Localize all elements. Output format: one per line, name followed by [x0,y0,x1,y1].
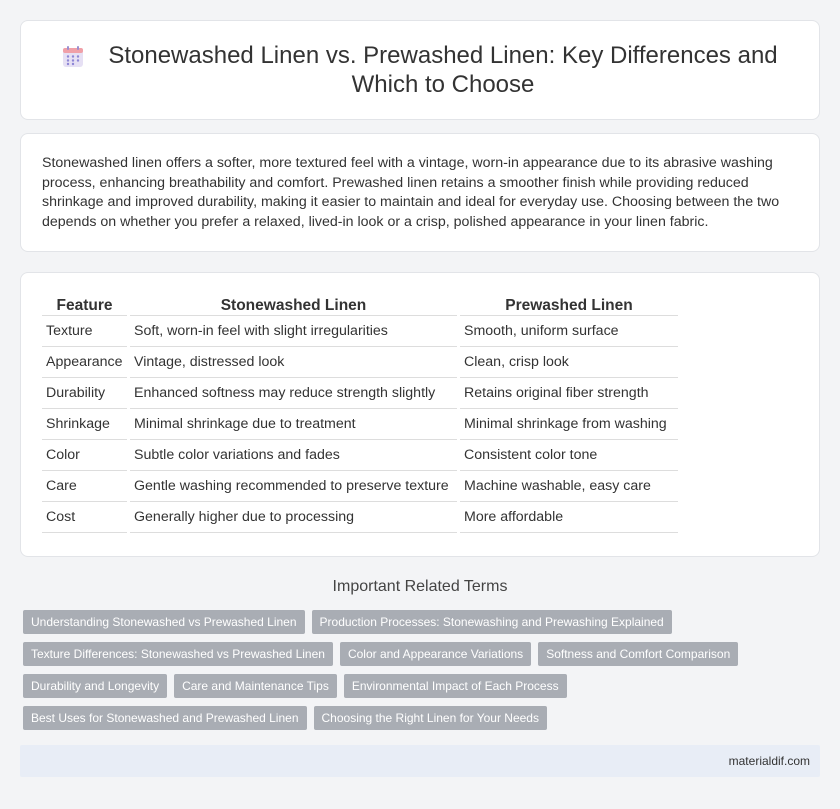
footer [20,745,820,777]
row-stonewashed: Subtle color variations and fades [130,440,457,471]
tag-row [23,674,823,698]
footer-site[interactable]: materialdif.com [728,754,810,768]
row-prewashed: Machine washable, easy care [460,471,678,502]
table-row [42,347,678,378]
related-tag[interactable]: Production Processes: Stonewashing and Prewashing Explained [312,610,672,634]
header-feature: Feature [42,293,127,316]
table-header-row [42,293,678,316]
related-terms-title: Important Related Terms [332,578,508,595]
title-wrap [61,41,779,99]
row-stonewashed: Soft, worn-in feel with slight irregularities [130,316,457,347]
table-row [42,409,678,440]
row-prewashed: More affordable [460,502,678,533]
comparison-table [39,293,681,533]
related-tag[interactable]: Understanding Stonewashed vs Prewashed Linen [23,610,305,634]
intro-card [20,133,820,252]
intro-text: Stonewashed linen offers a softer, more textured feel with a vintage, worn-in appearance due to its abrasive washing process, enhancing breathability and comfort. Prewashed linen retains a smoother finish while providing reduced shrinkage and improved durability, making it easier to maintain and ideal for everyday use. Choosing between the two depends on whether you prefer a relaxed, lived-in look or a crisp, polished appearance in your linen fabric. [42,155,780,230]
row-feature: Cost [42,502,127,533]
related-tag[interactable]: Texture Differences: Stonewashed vs Prewashed Linen [23,642,333,666]
title-card [20,20,820,120]
row-feature: Texture [42,316,127,347]
row-prewashed: Minimal shrinkage from washing [460,409,678,440]
row-prewashed: Consistent color tone [460,440,678,471]
table-row [42,471,678,502]
row-stonewashed: Minimal shrinkage due to treatment [130,409,457,440]
tag-row [23,642,823,666]
table-row [42,502,678,533]
row-stonewashed: Vintage, distressed look [130,347,457,378]
table-row [42,440,678,471]
row-feature: Shrinkage [42,409,127,440]
header-prewashed: Prewashed Linen [460,293,678,316]
related-tag[interactable]: Best Uses for Stonewashed and Prewashed Linen [23,706,307,730]
row-feature: Durability [42,378,127,409]
related-tag[interactable]: Durability and Longevity [23,674,167,698]
related-tag[interactable]: Color and Appearance Variations [340,642,531,666]
page-title: Stonewashed Linen vs. Prewashed Linen: Key Differences and Which to Choose [108,42,778,98]
tag-row [23,706,823,730]
table-row [42,316,678,347]
related-tag[interactable]: Softness and Comfort Comparison [538,642,738,666]
tag-row [23,610,823,634]
row-prewashed: Clean, crisp look [460,347,678,378]
row-feature: Color [42,440,127,471]
row-feature: Care [42,471,127,502]
table-row [42,378,678,409]
header-stonewashed: Stonewashed Linen [130,293,457,316]
row-feature: Appearance [42,347,127,378]
related-tags [23,610,823,738]
row-stonewashed: Gentle washing recommended to preserve texture [130,471,457,502]
row-prewashed: Retains original fiber strength [460,378,678,409]
row-stonewashed: Enhanced softness may reduce strength slightly [130,378,457,409]
comparison-card [20,272,820,557]
related-tag[interactable]: Environmental Impact of Each Process [344,674,567,698]
related-tag[interactable]: Choosing the Right Linen for Your Needs [314,706,547,730]
row-stonewashed: Generally higher due to processing [130,502,457,533]
row-prewashed: Smooth, uniform surface [460,316,678,347]
calendar-icon [61,45,85,69]
related-tag[interactable]: Care and Maintenance Tips [174,674,337,698]
